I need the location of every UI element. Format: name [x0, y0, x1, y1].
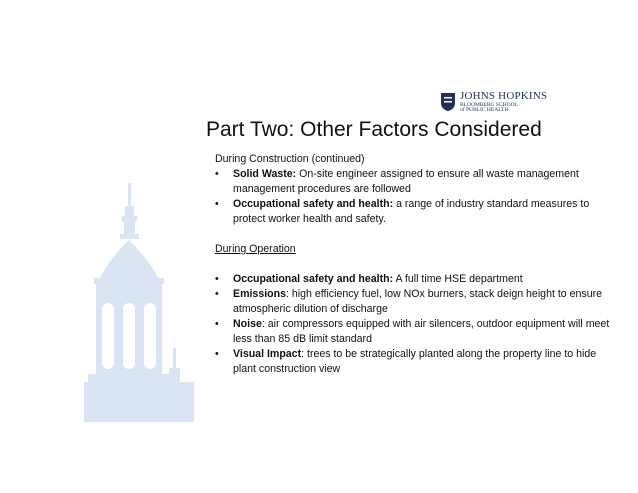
construction-list	[215, 167, 615, 227]
johns-hopkins-logo	[440, 91, 550, 113]
item-label: Occupational safety and health:	[233, 273, 394, 285]
item-label: Emissions	[233, 288, 286, 300]
construction-heading: During Construction (continued)	[215, 153, 365, 165]
operation-list	[215, 272, 615, 377]
slide-content	[215, 152, 615, 377]
item-text: : trees to be strategically planted along the property line to hide plant construction view	[233, 348, 597, 375]
list-item	[215, 347, 615, 377]
list-item	[215, 197, 615, 227]
logo-main-text: JOHNS HOPKINS	[460, 89, 548, 102]
slide-title: Part Two: Other Factors Considered	[206, 118, 542, 141]
logo-sub-text: BLOOMBERG SCHOOL	[460, 101, 518, 108]
item-text: A full time HSE department	[393, 273, 523, 285]
logo-sub-text-2: of PUBLIC HEALTH	[460, 107, 509, 113]
item-text: : air compressors equipped with air silencers, outdoor equipment will meet less than 85 dB limit standard	[233, 318, 610, 345]
item-text: a range of industry standard measures to protect worker health and safety.	[233, 198, 590, 225]
item-label: Occupational safety and health:	[233, 198, 394, 210]
tower-watermark-image	[80, 178, 230, 428]
item-text: : high efficiency fuel, low NOx burners, stack deign height to ensure atmospheric dilution of discharge	[233, 288, 603, 315]
list-item	[215, 287, 615, 317]
operation-heading: During Operation	[215, 243, 296, 255]
list-item	[215, 167, 615, 197]
list-item	[215, 317, 615, 347]
shield-icon	[440, 92, 456, 112]
item-label: Noise	[233, 318, 262, 330]
list-item	[215, 272, 615, 287]
item-text: On-site engineer assigned to ensure all waste management management procedures are followed	[233, 168, 579, 195]
item-label: Visual Impact	[233, 348, 302, 360]
item-label: Solid Waste:	[233, 168, 297, 180]
